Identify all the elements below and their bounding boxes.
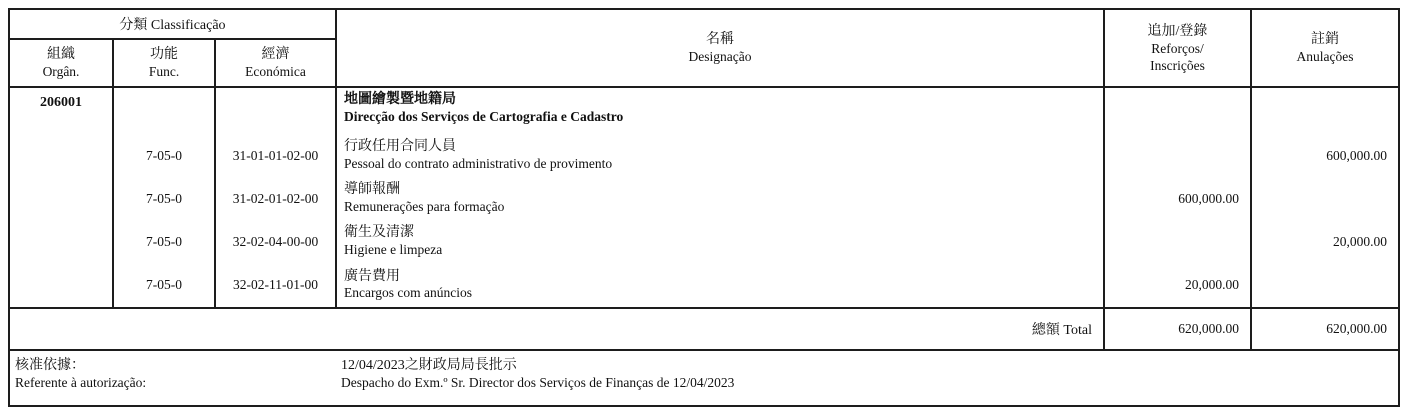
organization-code: 206001 — [10, 88, 114, 307]
total-row — [10, 309, 1398, 351]
entry-func-code: 7-05-0 — [114, 134, 216, 177]
budget-table — [8, 8, 1400, 407]
header-col-reinforcements — [1105, 10, 1252, 86]
annulments-header-pt: Anulações — [1296, 49, 1354, 64]
dept-reforcos-empty — [1105, 88, 1252, 134]
entry-reforcos-amount — [1105, 134, 1252, 177]
table-body — [10, 88, 1398, 309]
entry-econ-code: 32-02-04-00-00 — [216, 220, 337, 263]
func-header-zh: 功能 — [150, 47, 178, 62]
designation-header-zh: 名稱 — [706, 32, 734, 47]
entry-reforcos-amount: 600,000.00 — [1105, 177, 1252, 220]
entry-designation-zh: 廣告費用 — [344, 268, 400, 284]
econ-header-pt: Económica — [245, 64, 306, 79]
entry-econ-code: 31-02-01-02-00 — [216, 177, 337, 220]
header-col-organization — [10, 40, 114, 86]
authorization-label-pt: Referente à autorização: — [15, 375, 147, 390]
entry-anulacoes-amount — [1252, 263, 1398, 307]
reinforcements-header-zh: 追加/登錄 — [1147, 23, 1208, 39]
authorization-content-pt: Despacho do Exm.º Sr. Director dos Serviços de Finanças de 12/04/2023 — [341, 375, 735, 390]
designation-header-pt: Designação — [688, 49, 752, 64]
authorization-label-zh: 核准依據： — [15, 358, 85, 373]
annulments-header-zh: 註銷 — [1311, 32, 1339, 47]
entry-designation — [337, 263, 1105, 307]
reinforcements-header-pt1: Reforços/ — [1151, 40, 1204, 56]
table-header — [10, 10, 1398, 88]
entry-designation — [337, 134, 1105, 177]
entry-designation-zh: 行政任用合同人員 — [344, 139, 456, 154]
func-header-pt: Func. — [148, 64, 180, 79]
department-name-zh: 地圖繪製暨地籍局 — [344, 92, 456, 107]
classification-group-label: 分類 Classificação — [119, 18, 226, 33]
econ-header-zh: 經濟 — [261, 47, 290, 62]
entry-anulacoes-amount — [1252, 177, 1398, 220]
entry-func-code: 7-05-0 — [114, 220, 216, 263]
header-col-function — [114, 40, 216, 86]
entry-econ-code: 32-02-11-01-00 — [216, 263, 337, 307]
entry-func-code: 7-05-0 — [114, 263, 216, 307]
entry-anulacoes-amount: 20,000.00 — [1333, 233, 1387, 249]
dept-func-empty — [114, 88, 216, 134]
org-header-pt: Orgân. — [42, 64, 80, 79]
entry-func-code: 7-05-0 — [114, 177, 216, 220]
entry-designation-pt: Pessoal do contrato administrativo de provimento — [344, 155, 613, 171]
entry-designation-pt: Encargos com anúncios — [344, 285, 472, 300]
entry-designation-pt: Remunerações para formação — [344, 198, 505, 214]
authorization-row — [10, 351, 1398, 405]
header-classification-group — [10, 10, 337, 40]
entry-designation — [337, 220, 1105, 263]
entry-designation-zh: 衛生及清潔 — [344, 225, 414, 240]
total-anulacoes-amount: 620,000.00 — [1326, 321, 1387, 336]
authorization-content — [341, 357, 734, 391]
dept-econ-empty — [216, 88, 337, 134]
total-reforcos-amount: 620,000.00 — [1105, 309, 1252, 349]
entry-reforcos-amount: 20,000.00 — [1105, 263, 1252, 307]
entry-reforcos-amount — [1105, 220, 1252, 263]
header-col-annulments — [1252, 10, 1398, 86]
department-name — [337, 88, 1105, 134]
entry-anulacoes-amount: 600,000.00 — [1326, 147, 1387, 163]
total-label: 總額 Total — [10, 309, 1105, 349]
authorization-content-zh: 12/04/2023之財政局局長批示 — [341, 358, 517, 373]
org-header-zh: 組織 — [47, 47, 75, 62]
reinforcements-header-pt2: Inscrições — [1150, 57, 1205, 73]
department-name-pt: Direcção dos Serviços de Cartografia e Cadastro — [344, 108, 624, 124]
authorization-label — [15, 357, 146, 391]
entry-designation — [337, 177, 1105, 220]
dept-anulacoes-empty — [1252, 88, 1398, 134]
entry-econ-code: 31-01-01-02-00 — [216, 134, 337, 177]
header-col-economic — [216, 40, 337, 86]
header-col-designation — [337, 10, 1105, 86]
entry-designation-pt: Higiene e limpeza — [344, 241, 443, 257]
entry-designation-zh: 導師報酬 — [344, 182, 400, 197]
